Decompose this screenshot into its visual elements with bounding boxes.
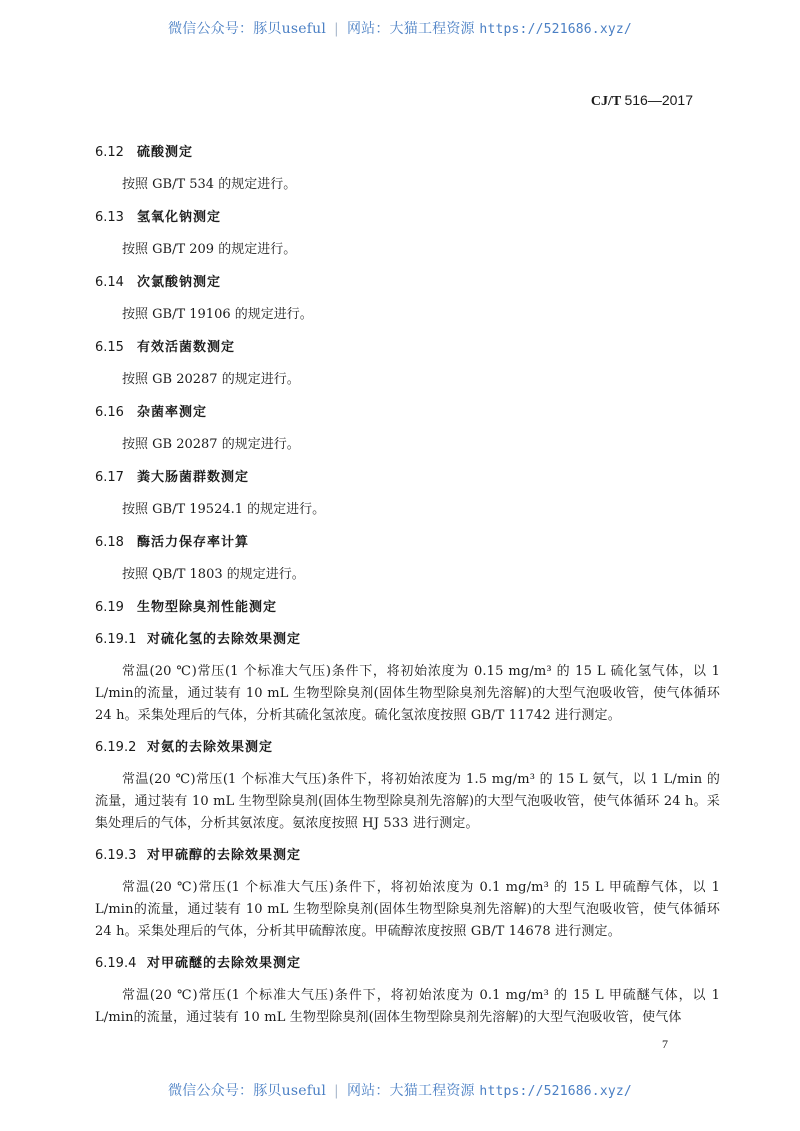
section-body: 按照 GB/T 209 的规定进行。 — [122, 242, 297, 257]
section-title: 硫酸测定 — [137, 145, 194, 160]
section-title: 生物型除臭剂性能测定 — [137, 600, 278, 615]
watermark-separator: | — [334, 21, 339, 37]
section-heading — [95, 207, 720, 229]
subsection-number: 6.19.3 — [95, 848, 137, 863]
section-title: 氢氧化钠测定 — [137, 210, 222, 225]
watermark-wechat: 微信公众号：豚贝useful — [168, 21, 327, 37]
watermark-wechat: 微信公众号：豚贝useful — [168, 1083, 327, 1099]
section-number: 6.14 — [95, 275, 124, 290]
subsection-body: 常温(20 ℃)常压(1 个标准大气压)条件下，将初始浓度为 0.15 mg/m³ 的 15 L 硫化氢气体，以 1 L/min的流量，通过装有 10 mL 生物型除臭剂(固体生物型除臭剂先溶解)的大型气泡吸收管，使气体循环 24 h。采集处理后的气体，分析其硫化氢浓度。硫化氢浓度按照 GB/T 11742 进行测定。 — [95, 664, 720, 723]
page-number: 7 — [662, 1037, 668, 1051]
watermark-top — [0, 18, 800, 38]
section-number: 6.15 — [95, 340, 124, 355]
section-number: 6.16 — [95, 405, 124, 420]
section-number: 6.19 — [95, 600, 124, 615]
section-heading — [95, 402, 720, 424]
subsection-heading — [95, 737, 720, 759]
section-body: 按照 GB/T 19524.1 的规定进行。 — [122, 502, 326, 517]
section-body: 按照 QB/T 1803 的规定进行。 — [122, 567, 305, 582]
subsection-number: 6.19.1 — [95, 632, 137, 647]
watermark-site: 网站：大猫工程资源 — [346, 21, 475, 37]
section-title: 酶活力保存率计算 — [137, 535, 250, 550]
watermark-url: https://521686.xyz/ — [479, 1084, 632, 1099]
subsection-title: 对硫化氢的去除效果测定 — [147, 632, 302, 647]
section-title: 有效活菌数测定 — [137, 340, 236, 355]
section-number: 6.18 — [95, 535, 124, 550]
section-heading — [95, 532, 720, 554]
subsection-number: 6.19.4 — [95, 956, 137, 971]
section-title: 次氯酸钠测定 — [137, 275, 222, 290]
section-body: 按照 GB/T 19106 的规定进行。 — [122, 307, 313, 322]
section-body: 按照 GB/T 534 的规定进行。 — [122, 177, 297, 192]
watermark-site: 网站：大猫工程资源 — [346, 1083, 475, 1099]
section-number: 6.13 — [95, 210, 124, 225]
subsection-number: 6.19.2 — [95, 740, 137, 755]
subsection-body: 常温(20 ℃)常压(1 个标准大气压)条件下，将初始浓度为 0.1 mg/m³ 的 15 L 甲硫醇气体，以 1 L/min的流量，通过装有 10 mL 生物型除臭剂(固体生物型除臭剂先溶解)的大型气泡吸收管，使气体循环 24 h。采集处理后的气体，分析其甲硫醇浓度。甲硫醇浓度按照 GB/T 14678 进行测定。 — [95, 880, 720, 939]
subsection-body: 常温(20 ℃)常压(1 个标准大气压)条件下，将初始浓度为 1.5 mg/m³ 的 15 L 氨气，以 1 L/min 的流量，通过装有 10 mL 生物型除臭剂(固体生物型除臭剂先溶解)的大型气泡吸收管，使气体循环 24 h。采集处理后的气体，分析其氨浓度。氨浓度按照 HJ 533 进行测定。 — [95, 772, 720, 831]
section-number: 6.17 — [95, 470, 124, 485]
section-heading — [95, 597, 720, 619]
section-heading — [95, 467, 720, 489]
subsection-title: 对氨的去除效果测定 — [147, 740, 274, 755]
section-heading — [95, 142, 720, 164]
subsection-title: 对甲硫醇的去除效果测定 — [147, 848, 302, 863]
standard-code-prefix: CJ/T — [590, 94, 621, 109]
subsection-title: 对甲硫醚的去除效果测定 — [147, 956, 302, 971]
subsection-heading — [95, 845, 720, 867]
watermark-bottom — [0, 1080, 800, 1100]
document-body — [95, 142, 720, 1029]
watermark-separator: | — [334, 1083, 339, 1099]
subsection-body: 常温(20 ℃)常压(1 个标准大气压)条件下，将初始浓度为 0.1 mg/m³ 的 15 L 甲硫醚气体，以 1 L/min的流量，通过装有 10 mL 生物型除臭剂(固体生物型除臭剂先溶解)的大型气泡吸收管，使气体 — [95, 988, 720, 1025]
subsection-heading — [95, 629, 720, 651]
section-body: 按照 GB 20287 的规定进行。 — [122, 437, 300, 452]
standard-code — [591, 92, 693, 110]
section-title: 杂菌率测定 — [137, 405, 208, 420]
section-heading — [95, 337, 720, 359]
section-number: 6.12 — [95, 145, 124, 160]
watermark-url: https://521686.xyz/ — [479, 22, 632, 37]
section-title: 粪大肠菌群数测定 — [137, 470, 250, 485]
standard-code-number: 516—2017 — [624, 92, 693, 108]
subsection-heading — [95, 953, 720, 975]
section-heading — [95, 272, 720, 294]
section-body: 按照 GB 20287 的规定进行。 — [122, 372, 300, 387]
